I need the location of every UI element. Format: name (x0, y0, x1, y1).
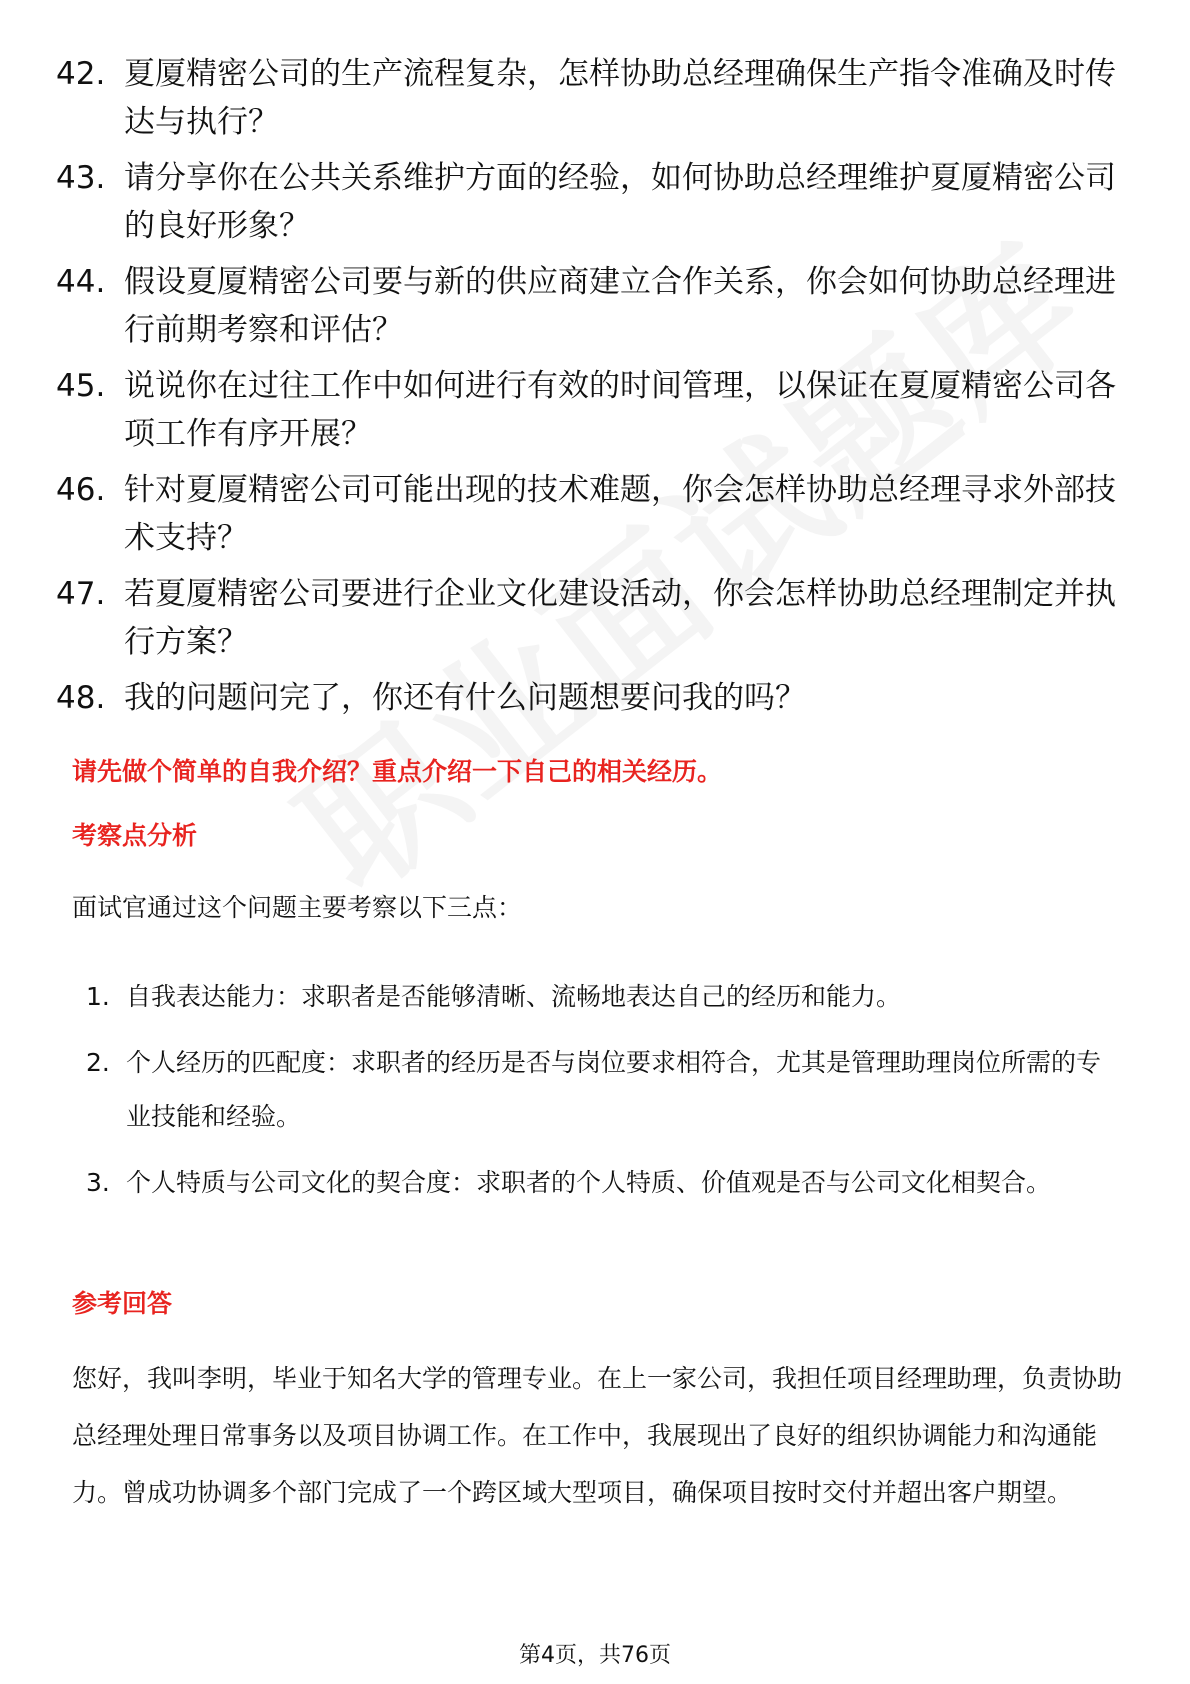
question-text: 若夏厦精密公司要进行企业文化建设活动，你会怎样协助总经理制定并执行方案？ (124, 576, 1116, 660)
answer-text: 您好，我叫李明，毕业于知名大学的管理专业。在上一家公司，我担任项目经理助理，负责协助总经理处理日常事务以及项目协调工作。在工作中，我展现出了良好的组织协调能力和沟通能力。曾成功协调多个部门完成了一个跨区域大型项目，确保项目按时交付并超出客户期望。 (72, 1364, 1123, 1507)
question-item (56, 674, 1126, 722)
analysis-point (72, 970, 1122, 1024)
question-item (56, 258, 1126, 354)
question-list (56, 50, 1126, 730)
analysis-intro: 面试官通过这个问题主要考察以下三点： (72, 893, 523, 922)
point-number: 1. (86, 982, 110, 1011)
point-number: 3. (86, 1168, 110, 1197)
point-number: 2. (86, 1048, 110, 1077)
question-number: 46. (56, 472, 106, 508)
question-item (56, 154, 1126, 250)
question-text: 假设夏厦精密公司要与新的供应商建立合作关系，你会如何协助总经理进行前期考察和评估？ (124, 264, 1116, 348)
question-number: 43. (56, 160, 106, 196)
question-item (56, 466, 1126, 562)
answer-heading: 参考回答 (72, 1289, 173, 1318)
question-number: 47. (56, 576, 106, 612)
question-number: 44. (56, 264, 106, 300)
question-text: 我的问题问完了，你还有什么问题想要问我的吗？ (124, 680, 806, 716)
point-text: 个人特质与公司文化的契合度：求职者的个人特质、价值观是否与公司文化相契合。 (126, 1168, 1052, 1197)
question-text: 夏厦精密公司的生产流程复杂，怎样协助总经理确保生产指令准确及时传达与执行？ (124, 56, 1116, 140)
analysis-points (72, 970, 1122, 1222)
question-number: 42. (56, 56, 106, 92)
intro-question-heading: 请先做个简单的自我介绍？重点介绍一下自己的相关经历。 (72, 757, 723, 786)
question-text: 请分享你在公共关系维护方面的经验，如何协助总经理维护夏厦精密公司的良好形象？ (124, 160, 1116, 244)
point-text: 个人经历的匹配度：求职者的经历是否与岗位要求相符合，尤其是管理助理岗位所需的专业技能和经验。 (126, 1048, 1102, 1131)
point-text: 自我表达能力：求职者是否能够清晰、流畅地表达自己的经历和能力。 (126, 982, 902, 1011)
question-text: 针对夏厦精密公司可能出现的技术难题，你会怎样协助总经理寻求外部技术支持？ (124, 472, 1116, 556)
question-text: 说说你在过往工作中如何进行有效的时间管理，以保证在夏厦精密公司各项工作有序开展？ (124, 368, 1116, 452)
question-number: 45. (56, 368, 106, 404)
page-footer: 第4页，共76页 (519, 1643, 671, 1668)
analysis-heading: 考察点分析 (72, 821, 198, 850)
analysis-point (72, 1036, 1122, 1144)
analysis-point (72, 1156, 1122, 1210)
question-item (56, 570, 1126, 666)
question-item (56, 50, 1126, 146)
question-item (56, 362, 1126, 458)
question-number: 48. (56, 680, 106, 716)
